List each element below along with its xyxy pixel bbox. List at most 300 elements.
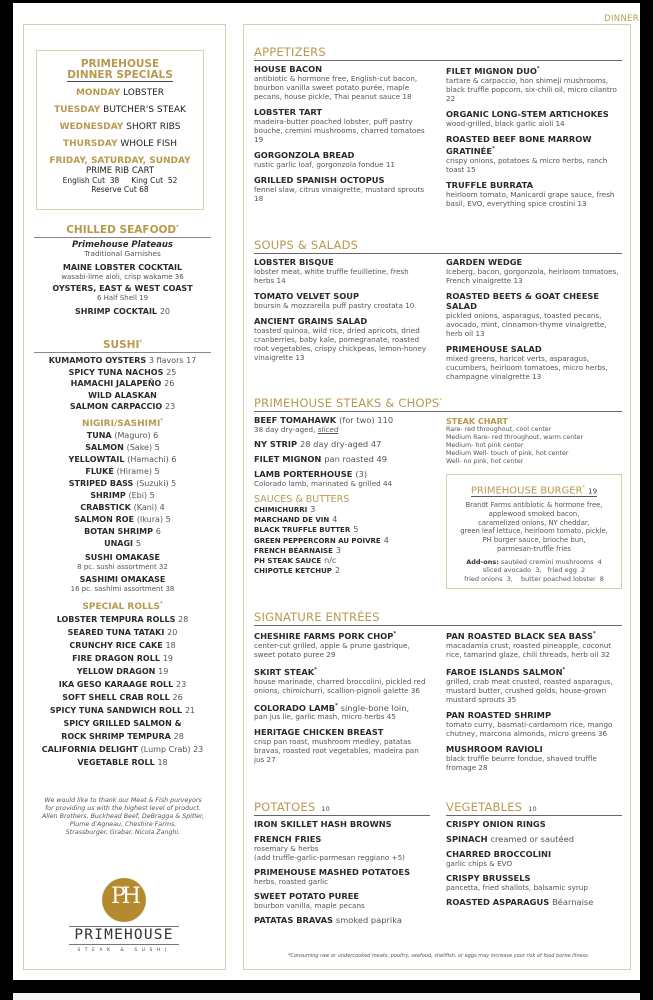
menu-item <box>34 667 211 677</box>
menu-item-price: 3 flavors 17 <box>148 356 197 365</box>
menu-item-desc-text: fennel slaw, citrus vinaigrette, mustard sprouts 18 <box>254 185 425 203</box>
menu-item-price: 6 <box>155 527 161 536</box>
menu-item-desc <box>254 301 430 310</box>
specials-title: PRIMEHOUSE DINNER SPECIALS <box>67 58 173 81</box>
menu-item-desc-text: black truffle beurre fondue, shaved truffle fromage 28 <box>446 753 597 772</box>
menu-item <box>34 356 211 366</box>
special-rolls-title: SPECIAL ROLLS* <box>82 601 163 612</box>
menu-item-price: (Hirame) 5 <box>116 467 160 476</box>
menu-item-desc-text: grilled, crab meat crusted, roasted asparagus, mustard butter, crushed golds, house-grown mustard sprouts 35 <box>446 676 613 704</box>
special-wednesday: WEDNESDAY SHORT RIBS <box>59 122 181 132</box>
menu-item <box>34 654 211 664</box>
menu-item: SHRIMP COCKTAIL 20 <box>74 306 171 316</box>
menu-item-price: 26 <box>164 379 175 388</box>
menu-item-desc-emphasis: sliced <box>317 425 339 434</box>
menu-item-title: ROASTED BEETS & GOAT CHEESE SALAD <box>446 291 600 311</box>
menu-item-desc <box>254 844 430 853</box>
menu-item-name <box>254 867 430 877</box>
menu-item-name <box>254 915 430 925</box>
special-tuesday: TUESDAY BUTCHER'S STEAK <box>54 105 186 115</box>
sushi-section <box>34 339 211 768</box>
menu-item <box>254 727 430 764</box>
menu-item-title: GORGONZOLA BREAD <box>254 150 355 160</box>
menu-item-name: SPICY TUNA NACHOS <box>68 367 164 377</box>
menu-item <box>34 745 211 755</box>
menu-item-price: (Kani) 4 <box>133 503 165 512</box>
menu-item-inline: (for two) 110 <box>339 415 394 425</box>
menu-item-name <box>446 873 622 883</box>
menu-item-name: YELLOW DRAGON <box>76 667 156 676</box>
sushi-title: SUSHI* <box>34 339 211 353</box>
appetizers-section <box>254 45 622 214</box>
menu-item-name: SALMON ROE <box>74 515 135 524</box>
chilled-seafood-title: CHILLED SEAFOOD* <box>34 224 211 238</box>
menu-item-name <box>254 454 430 464</box>
menu-item-name: YELLOWTAIL <box>68 455 125 464</box>
logo-tagline: STEAK & SUSHI <box>77 948 171 953</box>
menu-item <box>34 515 211 525</box>
sauce-item <box>254 536 430 546</box>
menu-item-desc-text: boursin & mozzarella puff pastry crostata 10 <box>254 301 415 310</box>
menu-item-desc <box>446 119 622 128</box>
menu-item-title: ROASTED BEEF BONE MARROW GRATINÉE <box>446 133 592 156</box>
menu-item-price: 25 <box>166 367 177 377</box>
sauces-title: SAUCES & BUTTERS <box>254 494 350 505</box>
asterisk-mark: * <box>536 66 540 72</box>
sauce-price: 3 <box>335 545 341 555</box>
menu-item-title: GRILLED SPANISH OCTOPUS <box>254 175 385 185</box>
menu-item-name <box>254 665 430 677</box>
menu-item <box>34 503 211 513</box>
menu-item-desc <box>446 267 622 285</box>
sauce-name: CHIMICHURRI <box>254 506 308 514</box>
menu-item-price: (Sake) 5 <box>126 443 160 452</box>
menu-item-name <box>254 469 430 479</box>
menu-item <box>34 402 211 412</box>
menu-item-desc-text: garlic chips & EVO <box>446 859 513 868</box>
logo-monogram-icon: PH <box>102 878 146 922</box>
menu-item-name <box>254 415 430 425</box>
menu-item <box>254 629 430 659</box>
sauce-item <box>254 566 430 576</box>
menu-item-inline: 28 day dry-aged 47 <box>299 439 382 449</box>
menu-item-desc <box>446 720 622 738</box>
menu-item-name: HAMACHI JALAPEÑO <box>70 379 162 388</box>
special-monday: MONDAY LOBSTER <box>75 88 165 98</box>
menu-item <box>34 539 211 549</box>
menu-item-name: SALMON <box>85 443 124 452</box>
menu-item <box>254 867 430 886</box>
menu-item <box>254 915 430 925</box>
menu-item-desc-text: madeira-butter poached lobster, puff pastry bouche, cremini mushrooms, charred tomatoes 19 <box>254 117 425 144</box>
plateaus-note: Traditional Garnishes <box>84 249 161 258</box>
menu-item <box>254 439 430 449</box>
menu-item-desc <box>254 641 430 659</box>
steak-chart-title: STEAK CHART <box>446 417 508 426</box>
menu-item-title: HERITAGE CHICKEN BREAST <box>254 727 384 738</box>
burger-desc-line: PH burger sauce, brioche bun, <box>482 536 586 545</box>
menu-item-desc <box>446 677 622 704</box>
menu-item-price: 19 <box>162 654 173 663</box>
menu-item-desc-text: herbs, roasted garlic <box>254 877 329 886</box>
menu-item-name <box>446 64 622 76</box>
menu-item-title: FRENCH FRIES <box>254 834 322 844</box>
menu-item-title: CRISPY ONION RINGS <box>446 819 546 829</box>
menu-item-desc-text: heirloom tomato, Manicardi grape sauce, fresh basil, EVO, everything spice crostini 13 <box>446 189 615 208</box>
menu-item-name: BOTAN SHRIMP <box>84 527 153 536</box>
dinner-specials-box <box>36 50 204 210</box>
sauce-price: 2 <box>334 566 341 576</box>
menu-item-desc <box>446 156 622 174</box>
asterisk-mark: * <box>593 631 596 637</box>
soups-salads-section <box>254 238 622 387</box>
asterisk-mark: * <box>393 631 396 637</box>
left-panel <box>23 24 226 970</box>
asterisk-mark: * <box>492 145 495 152</box>
menu-item-name <box>254 701 430 713</box>
menu-item <box>446 834 622 844</box>
burger-desc-line: caramelized onions, NY cheddar, <box>478 518 590 527</box>
menu-item <box>254 454 430 464</box>
menu-item-desc-text: crispy onions, potatoes & micro herbs, ranch toast 15 <box>446 155 608 174</box>
sauce-item <box>254 515 430 525</box>
menu-item-title: NY STRIP <box>254 439 298 449</box>
sauce-name: BLACK TRUFFLE BUTTER <box>254 526 351 535</box>
menu-item-desc <box>446 190 622 208</box>
menu-item <box>34 719 211 729</box>
menu-item-desc-text: center-cut grilled, apple & prune gastrique, sweet potato puree 29 <box>254 640 410 659</box>
menu-item-name <box>254 150 430 160</box>
menu-item-name: SEARED TUNA TATAKI <box>67 628 165 637</box>
menu-item-desc-text: rustic garlic loaf, gorgonzola fondue 11 <box>254 160 395 169</box>
menu-item-desc-text: pan jus lie, garlic mash, micro herbs 45 <box>254 712 396 722</box>
special-thursday: THURSDAY WHOLE FISH <box>63 139 177 149</box>
menu-item <box>254 834 430 862</box>
menu-item-title: PRIMEHOUSE MASHED POTATOES <box>254 867 411 877</box>
menu-item-name <box>446 134 622 156</box>
menu-item-desc: (add truffle-garlic-parmesan reggiano +5) <box>254 853 405 862</box>
menu-item-desc: 16 pc. sashimi assortment 38 <box>70 584 175 593</box>
menu-item-desc: wasabi-lime aioli, crisp wakame 36 <box>61 272 184 281</box>
menu-item-name <box>446 834 622 844</box>
menu-item-title: BEEF TOMAHAWK <box>254 415 337 425</box>
menu-item-desc <box>254 185 430 203</box>
menu-item <box>446 291 622 338</box>
menu-item-name <box>254 629 430 641</box>
chilled-seafood-section <box>34 224 211 317</box>
menu-item <box>34 491 211 501</box>
menu-item: SASHIMI OMAKASE <box>79 574 166 584</box>
sauce-name: MARCHAND DE VIN <box>254 516 330 525</box>
menu-item-desc-text: wood-grilled, black garlic aioli 14 <box>446 118 565 128</box>
menu-item-title: SWEET POTATO PUREE <box>254 891 360 901</box>
menu-item-desc-text: bourbon vanilla, maple pecans <box>254 901 365 910</box>
burger-addons: Add-ons: sautéed cremini mushrooms 4 sliced avocado 3, fried egg 2 fried onions 3, butter poached lobster 8 <box>464 557 604 583</box>
nigiri-title: NIGIRI/SASHIMI* <box>82 418 163 429</box>
menu-item-name: VEGETABLE ROLL <box>77 758 155 767</box>
menu-item <box>446 257 622 285</box>
menu-item-desc <box>254 737 430 764</box>
menu-item-name <box>254 891 430 901</box>
menu-item-title: CHESHIRE FARMS PORK CHOP <box>254 630 394 641</box>
plateaus-title: Primehouse Plateaus <box>72 240 173 250</box>
menu-item <box>34 467 211 477</box>
menu-item-price: 26 <box>172 693 183 702</box>
sauce-price: 4 <box>332 515 338 525</box>
menu-item-name <box>446 344 622 354</box>
menu-item-name: IKA GESO KARAAGE ROLL <box>58 680 174 689</box>
menu-item: MAINE LOBSTER COCKTAIL <box>62 262 183 272</box>
menu-item-desc-text: Iceberg, bacon, gorgonzola, heirloom tomatoes, French vinaigrette 13 <box>446 267 619 285</box>
menu-item-name: CRABSTICK <box>80 503 131 512</box>
burger-desc-line: green leaf lettuce, heirloom tomato, pickle, <box>460 527 608 536</box>
menu-item <box>446 819 622 829</box>
menu-item-name: UNAGI <box>104 539 134 548</box>
menu-item <box>34 368 211 378</box>
menu-item <box>34 732 211 742</box>
sauce-name: PH STEAK SAUCE <box>254 557 322 566</box>
menu-item-desc <box>254 677 430 695</box>
menu-item <box>34 680 211 690</box>
menu-type-label: DINNER <box>604 14 639 24</box>
menu-item-inline: Béarnaise <box>552 897 594 907</box>
menu-item-desc-text: lobster meat, white truffle feuilletine, fresh herbs 14 <box>254 267 409 285</box>
menu-item-inline: (3) <box>355 469 368 479</box>
menu-item-desc <box>254 479 430 488</box>
menu-item-title: LAMB PORTERHOUSE <box>254 469 353 479</box>
asterisk-mark: * <box>314 666 317 673</box>
menu-item-title: GARDEN WEDGE <box>446 257 523 267</box>
menu-item-name: KUMAMOTO OYSTERS <box>48 356 147 365</box>
menu-item-name <box>446 291 622 311</box>
food-safety-note: *Consuming raw or undercooked meats, poultry, seafood, shellfish, or eggs may increase your risk of food borne illness. <box>288 953 590 959</box>
menu-item-desc <box>254 901 430 910</box>
primehouse-logo <box>69 878 179 953</box>
menu-item-price: 5 <box>135 539 141 548</box>
prime-rib-cart: PRIME RIB CART <box>85 166 155 176</box>
entrees-section <box>254 610 622 778</box>
menu-item <box>446 180 622 208</box>
menu-item-desc <box>254 712 430 721</box>
prime-rib-reserve: Reserve Cut 68 <box>91 185 149 194</box>
sauce-item <box>254 525 430 535</box>
steak-chart-row: Well- no pink, hot center <box>446 458 524 465</box>
menu-item-desc-text: pickled onions, asparagus, toasted pecans, avocado, mint, cinnamon-thyme vinaigrette, herb oil 13 <box>446 311 607 338</box>
menu-item-name: SHRIMP <box>90 491 126 500</box>
menu-item-name: SPICY TUNA SANDWICH ROLL <box>49 706 183 715</box>
menu-item-title: HOUSE BACON <box>254 64 323 74</box>
special-weekend: FRIDAY, SATURDAY, SUNDAY <box>49 156 191 166</box>
menu-item <box>254 291 430 310</box>
menu-item-desc-text: crisp pan roast, mushroom medley, patatas bravas, roasted root vegetables, madeira pan jus 27 <box>254 737 419 765</box>
next-page-edge <box>13 993 640 1000</box>
sauce-price: 4 <box>383 535 389 545</box>
sauce-price: 3 <box>310 505 316 514</box>
menu-item-price: (Hamachi) 6 <box>127 455 177 464</box>
menu-item-name <box>446 257 622 267</box>
menu-item <box>254 257 430 285</box>
appetizers-title: APPETIZERS <box>254 45 622 61</box>
steaks-title: PRIMEHOUSE STEAKS & CHOPS* <box>254 396 622 412</box>
menu-item <box>254 64 430 101</box>
asterisk-mark: * <box>562 666 566 673</box>
menu-item-desc-text: 38 day dry-aged, <box>254 425 318 434</box>
sauce-item <box>254 546 430 556</box>
menu-item-title: PAN ROASTED BLACK SEA BASS <box>446 630 594 641</box>
menu-item <box>446 897 622 907</box>
menu-item-name <box>254 819 430 829</box>
menu-item-price: (Ebi) 5 <box>128 491 155 500</box>
menu-item-desc-text: pancetta, fried shallots, balsamic syrup <box>446 883 588 892</box>
menu-item <box>446 109 622 128</box>
burger-desc-line: parmesan-truffle fries <box>497 544 571 553</box>
menu-item <box>446 344 622 381</box>
steak-chart-row: Rare- red throughout, cool center <box>446 426 552 433</box>
menu-item: OYSTERS, EAST & WEST COAST <box>52 284 193 293</box>
menu-item-title: CRISPY BRUSSELS <box>446 873 531 883</box>
menu-item-price: 23 <box>164 402 176 411</box>
menu-item-title: ORGANIC LONG-STEM ARTICHOKES <box>446 108 609 119</box>
burger-desc-line: Brandt Farms antibiotic & hormone free, <box>465 501 603 509</box>
menu-item-name <box>254 175 430 185</box>
menu-item-name <box>446 710 622 720</box>
menu-item-name <box>254 439 430 449</box>
menu-item-price: 19 <box>158 667 169 676</box>
menu-item-desc-text: tartare & carpaccio, hon shimeji mushrooms, black truffle popcorn, six-chili oil, micro cilantro 22 <box>446 75 617 103</box>
menu-item <box>34 615 211 625</box>
menu-item-price: 28 <box>173 732 184 741</box>
sauce-name: FRENCH BÉARNAISE <box>254 546 333 555</box>
menu-item-title: MUSHROOM RAVIOLI <box>446 743 543 754</box>
sauce-price: 5 <box>353 525 359 535</box>
menu-item-price: (Suzuki) 5 <box>136 479 177 488</box>
menu-item-title: SKIRT STEAK <box>254 666 315 677</box>
menu-item <box>34 693 211 703</box>
menu-item-name: LOBSTER TEMPURA ROLLS <box>56 615 176 624</box>
menu-item-name <box>446 109 622 119</box>
menu-item-title: PAN ROASTED SHRIMP <box>446 709 552 720</box>
menu-item <box>446 629 622 659</box>
menu-item-price: 28 <box>178 615 189 624</box>
menu-item-name: TUNA <box>86 431 112 440</box>
menu-item-name <box>254 316 430 326</box>
menu-item-name: SPICY GRILLED SALMON & <box>63 719 182 728</box>
menu-item <box>254 150 430 169</box>
menu-item-desc-text: house marinade, charred broccolini, pickled red onions, chimichurri, scallion-pignoli galette 36 <box>254 676 426 695</box>
steak-chart-row: Medium Well- touch of pink, hot center <box>446 450 569 457</box>
menu-item-desc <box>446 859 622 868</box>
menu-item-inline: pan roasted 49 <box>324 454 388 464</box>
menu-item-price: 23 <box>176 680 187 689</box>
menu-item-title: LOBSTER TART <box>254 107 323 117</box>
menu-item-title: IRON SKILLET HASH BROWNS <box>254 819 392 829</box>
menu-item-desc <box>254 326 430 362</box>
menu-item-desc <box>254 117 430 144</box>
menu-item-title: FILET MIGNON <box>254 454 322 464</box>
menu-item-price: (Ikura) 5 <box>136 515 171 524</box>
menu-item <box>254 665 430 695</box>
menu-item-title: PATATAS BRAVAS <box>254 915 334 925</box>
menu-item-inline: creamed or sautéed <box>490 834 575 844</box>
menu-item-name: SOFT SHELL CRAB ROLL <box>62 693 170 702</box>
menu-item <box>446 849 622 868</box>
menu-item-name: FIRE DRAGON ROLL <box>72 654 160 663</box>
menu-item-title: TOMATO VELVET SOUP <box>254 291 360 301</box>
menu-item-name <box>254 107 430 117</box>
menu-item-desc <box>446 754 622 772</box>
soups-salads-title: SOUPS & SALADS <box>254 238 622 254</box>
menu-item-name <box>254 727 430 737</box>
menu-item-desc <box>254 877 430 886</box>
menu-item-desc <box>446 641 622 659</box>
purveyor-thanks: We would like to thank our Meat & Fish purveyors for providing us with the highest level of product. Allen Brothers, Buckhead Beef, DeBragga & Spitler, Plume d'Agneau, Cheshire Farms, Strassburger, Grabar, Nicola Zanghi. <box>41 797 205 836</box>
menu-item-name: SALMON CARPACCIO <box>69 402 163 411</box>
sauce-name: GREEN PEPPERCORN AU POIVRE <box>254 536 381 545</box>
menu-item-name <box>446 819 622 829</box>
menu-item <box>34 379 211 389</box>
menu-item-desc-text: antibiotic & hormone free, English-cut bacon, bourbon vanilla sweet potato purée, maple pecans, house pickle, Thai peanut sauce 18 <box>254 74 418 101</box>
menu-item-desc <box>254 267 430 285</box>
menu-item-price: 18 <box>165 641 176 650</box>
potatoes-title: POTATOES 10 <box>254 800 430 816</box>
menu-item <box>254 891 430 910</box>
menu-item <box>446 744 622 772</box>
menu-item-price: (Maguro) 6 <box>114 431 159 440</box>
menu-item-name <box>254 291 430 301</box>
menu-item <box>34 455 211 465</box>
menu-item-desc: 8 pc. sushi assortment 32 <box>77 563 168 571</box>
menu-item-desc <box>446 76 622 103</box>
menu-item <box>254 415 430 434</box>
menu-item-name <box>254 834 430 844</box>
menu-item-price: 21 <box>184 706 196 715</box>
menu-item <box>254 469 430 488</box>
menu-item-desc <box>446 311 622 338</box>
menu-item <box>34 431 211 441</box>
menu-item-title: TRUFFLE BURRATA <box>446 179 534 190</box>
menu-item-name: FLUKE <box>85 467 114 476</box>
menu-item-desc-text: Colorado lamb, marinated & grilled 44 <box>254 479 393 488</box>
vegetables-title: VEGETABLES 10 <box>446 800 622 816</box>
menu-item-title: PRIMEHOUSE SALAD <box>446 344 542 354</box>
burger-title: PRIMEHOUSE BURGER* 19 <box>470 484 598 496</box>
menu-item: SUSHI OMAKASE <box>84 553 161 562</box>
menu-item-title: ROASTED ASPARAGUS <box>446 897 550 907</box>
right-panel <box>243 24 631 970</box>
menu-item <box>34 443 211 453</box>
prime-rib-cuts: English Cut 38 King Cut 52 <box>62 176 178 185</box>
menu-item-name <box>446 629 622 641</box>
menu-item-desc: 6 Half Shell 19 <box>96 294 149 302</box>
menu-item <box>254 701 430 722</box>
menu-item-price: 18 <box>157 758 168 767</box>
menu-item <box>34 758 211 768</box>
menu-item-name <box>446 180 622 190</box>
menu-item-desc <box>254 425 430 434</box>
logo-wordmark: PRIMEHOUSE <box>69 926 179 945</box>
menu-item-inline: smoked paprika <box>335 915 402 925</box>
menu-item <box>446 665 622 704</box>
menu-item <box>446 710 622 738</box>
menu-item-name: WILD ALASKAN <box>88 390 157 400</box>
burger-desc-line: applewood smoked bacon, <box>488 509 580 518</box>
menu-item-price: (Lump Crab) 23 <box>140 745 204 754</box>
menu-item-desc <box>254 74 430 101</box>
menu-item-desc-text: mixed greens, haricot verts, asparagus, cucumbers, heirloom tomatoes, micro herbs, champagne vinaigrette 13 <box>446 354 608 381</box>
sauce-item <box>254 505 430 515</box>
menu-item <box>34 527 211 537</box>
menu-item-name <box>254 64 430 74</box>
